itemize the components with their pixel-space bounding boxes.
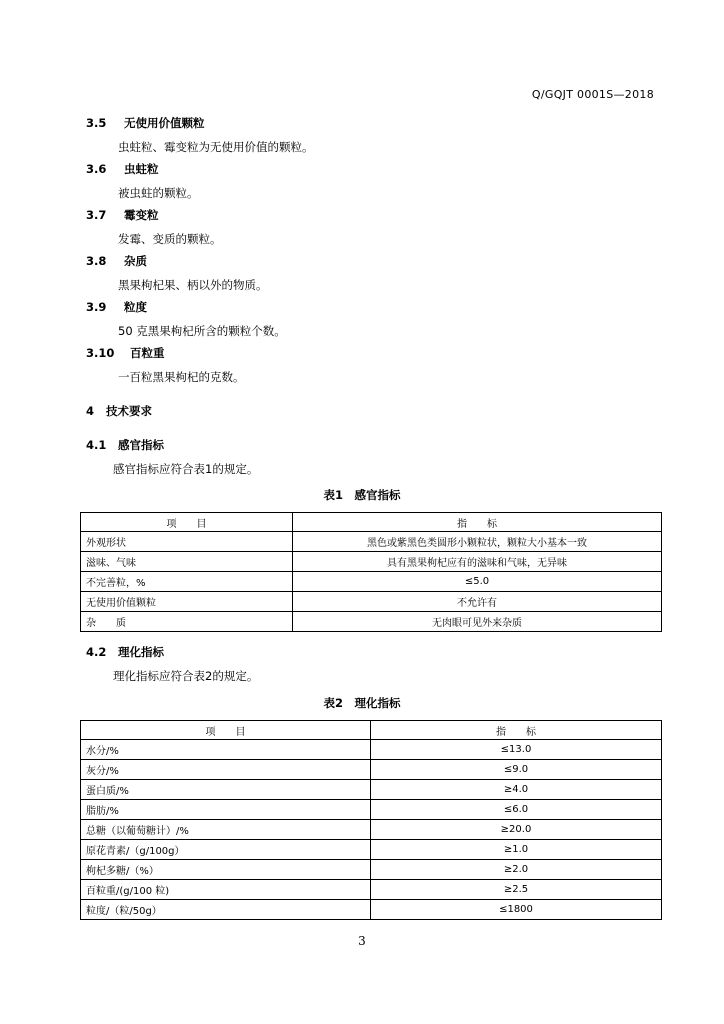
row-value: ≥20.0 <box>371 820 662 840</box>
section-3-10-text: 一百粒黑果枸杞的克数。 <box>118 370 245 384</box>
row-item: 杂 质 <box>81 612 293 632</box>
row-value: ≥1.0 <box>371 840 662 860</box>
page-number: 3 <box>358 934 366 948</box>
row-value: 具有黑果枸杞应有的滋味和气味，无异味 <box>293 552 662 572</box>
section-3-5-text: 虫蛀粒、霉变粒为无使用价值的颗粒。 <box>118 140 314 154</box>
row-value: ≤5.0 <box>293 572 662 592</box>
row-value: 黑色或紫黑色类圆形小颗粒状，颗粒大小基本一致 <box>293 532 662 552</box>
section-3-7-text: 发霉、变质的颗粒。 <box>118 232 222 246</box>
column-header-value: 指 标 <box>293 513 662 532</box>
section-title: 霉变粒 <box>124 208 159 222</box>
row-item: 不完善粒，% <box>81 572 293 592</box>
section-number: 3.8 <box>86 254 107 268</box>
table-header-row <box>81 513 662 532</box>
column-header-value: 指 标 <box>371 721 662 740</box>
table-row <box>81 740 662 760</box>
row-item: 百粒重/(g/100 粒) <box>81 880 371 900</box>
section-number: 4.1 <box>86 438 107 452</box>
section-3-7-heading <box>86 207 159 223</box>
table-row <box>81 532 662 552</box>
row-value: ≥2.0 <box>371 860 662 880</box>
table-2-caption: 表2 理化指标 <box>323 696 401 710</box>
section-number: 3.6 <box>86 162 107 176</box>
chapter-number: 4 <box>86 404 95 418</box>
row-value: 无肉眼可见外来杂质 <box>293 612 662 632</box>
table-row <box>81 860 662 880</box>
row-value: ≤1800 <box>371 900 662 920</box>
row-item: 枸杞多糖/（%） <box>81 860 371 880</box>
table-row <box>81 800 662 820</box>
row-value: ≤9.0 <box>371 760 662 780</box>
section-3-9-heading <box>86 299 147 315</box>
section-title: 无使用价值颗粒 <box>124 116 205 130</box>
chapter-4-heading <box>86 403 152 419</box>
chapter-title: 技术要求 <box>106 404 152 418</box>
section-title: 虫蛀粒 <box>124 162 159 176</box>
section-number: 3.9 <box>86 300 107 314</box>
section-number: 3.5 <box>86 116 107 130</box>
row-value: ≤13.0 <box>371 740 662 760</box>
section-number: 4.2 <box>86 645 107 659</box>
section-3-9-text: 50 克黑果枸杞所含的颗粒个数。 <box>118 324 286 338</box>
table-row <box>81 612 662 632</box>
table-row <box>81 572 662 592</box>
row-item: 总糖（以葡萄糖计）/% <box>81 820 371 840</box>
section-title: 百粒重 <box>130 346 165 360</box>
row-item: 蛋白质/% <box>81 780 371 800</box>
row-value: ≥2.5 <box>371 880 662 900</box>
row-item: 滋味、气味 <box>81 552 293 572</box>
table-row <box>81 880 662 900</box>
section-number: 3.10 <box>86 346 115 360</box>
section-3-8-heading <box>86 253 147 269</box>
row-value: ≤6.0 <box>371 800 662 820</box>
section-title: 感官指标 <box>118 438 164 452</box>
row-item: 外观形状 <box>81 532 293 552</box>
table-row <box>81 840 662 860</box>
section-3-6-heading <box>86 161 159 177</box>
section-title: 杂质 <box>124 254 147 268</box>
section-title: 粒度 <box>124 300 147 314</box>
row-item: 脂肪/% <box>81 800 371 820</box>
column-header-item: 项 目 <box>81 721 371 740</box>
table-row <box>81 780 662 800</box>
section-4-2-text: 理化指标应符合表2的规定。 <box>113 669 259 683</box>
row-item: 粒度/（粒/50g） <box>81 900 371 920</box>
section-title: 理化指标 <box>118 645 164 659</box>
row-value: 不允许有 <box>293 592 662 612</box>
table-row <box>81 820 662 840</box>
row-item: 灰分/% <box>81 760 371 780</box>
row-item: 原花青素/（g/100g） <box>81 840 371 860</box>
sensory-index-table <box>80 512 662 632</box>
section-4-1-text: 感官指标应符合表1的规定。 <box>113 462 259 476</box>
row-item: 水分/% <box>81 740 371 760</box>
table-header-row <box>81 721 662 740</box>
row-value: ≥4.0 <box>371 780 662 800</box>
table-row <box>81 900 662 920</box>
section-number: 3.7 <box>86 208 107 222</box>
table-row <box>81 552 662 572</box>
section-4-1-heading <box>86 437 164 453</box>
section-3-6-text: 被虫蛀的颗粒。 <box>118 186 199 200</box>
column-header-item: 项 目 <box>81 513 293 532</box>
standard-code-header: Q/GQJT 0001S—2018 <box>531 88 654 101</box>
section-3-8-text: 黑果枸杞果、柄以外的物质。 <box>118 278 268 292</box>
table-1-caption: 表1 感官指标 <box>323 488 401 502</box>
row-item: 无使用价值颗粒 <box>81 592 293 612</box>
section-3-5-heading <box>86 115 205 131</box>
section-4-2-heading <box>86 644 164 660</box>
table-row <box>81 760 662 780</box>
physicochemical-index-table <box>80 720 662 920</box>
table-row <box>81 592 662 612</box>
section-3-10-heading <box>86 345 165 361</box>
